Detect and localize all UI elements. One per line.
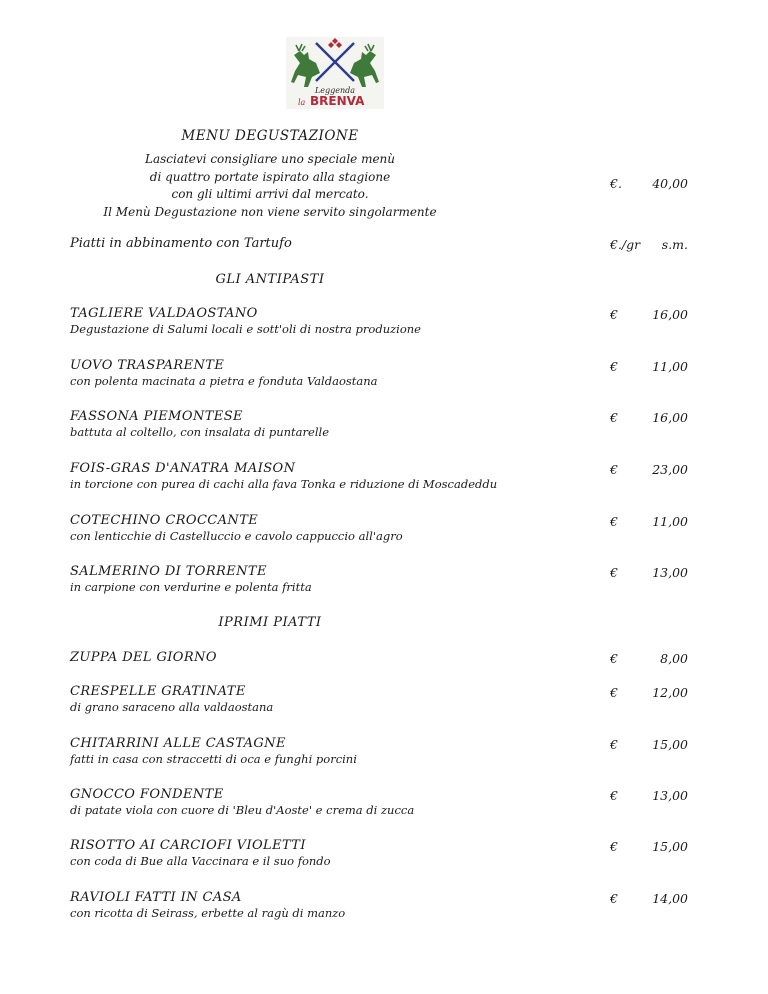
dish-price: 23,00 (652, 462, 688, 477)
dish-desc: in carpione con verdurine e polenta fritta (70, 580, 312, 594)
intro-line: Il Menù Degustazione non viene servito singolarmente (103, 204, 437, 219)
dish-desc: Degustazione di Salumi locali e sott'oli di nostra produzione (70, 322, 421, 336)
dish-currency: € (610, 839, 618, 854)
dish-currency: € (610, 565, 618, 580)
dish-price: 8,00 (660, 651, 688, 666)
dish-price: 11,00 (652, 359, 688, 374)
dish-name: FASSONA PIEMONTESE (70, 409, 243, 424)
intro-line: Lasciatevi consigliare uno speciale menù (144, 152, 396, 166)
tasting-intro (0, 151, 540, 221)
dish-desc: con polenta macinata a pietra e fonduta Valdaostana (70, 374, 378, 388)
dish-name: COTECHINO CROCCANTE (70, 513, 259, 528)
dish-desc: battuta al coltello, con insalata di puntarelle (70, 425, 329, 439)
menu-title: MENU DEGUSTAZIONE (181, 128, 359, 144)
dish-desc: fatti in casa con straccetti di oca e funghi porcini (70, 752, 357, 766)
dish-name: GNOCCO FONDENTE (70, 787, 224, 802)
dish-price: 12,00 (652, 685, 688, 700)
dish-desc: con lenticchie di Castelluccio e cavolo cappuccio all'agro (70, 529, 403, 543)
intro-line: di quattro portate ispirato alla stagione (149, 169, 391, 184)
truffle-label: Piatti in abbinamento con Tartufo (70, 236, 292, 251)
dish-desc: di grano saraceno alla valdaostana (70, 700, 274, 714)
dish-price: 15,00 (652, 737, 688, 752)
dish-price: 16,00 (652, 410, 688, 425)
dish-name: CRESPELLE GRATINATE (70, 684, 246, 699)
intro-line: con gli ultimi arrivi dal mercato. (171, 187, 369, 201)
dish-name: CHITARRINI ALLE CASTAGNE (70, 736, 286, 751)
dish-desc: in torcione con purea di cachi alla fava Tonka e riduzione di Moscadeddu (70, 477, 498, 491)
dish-name: RISOTTO AI CARCIOFI VIOLETTI (70, 838, 306, 853)
logo-small: la (298, 98, 306, 107)
dish-currency: € (610, 737, 618, 752)
logo-script: Leggenda (314, 86, 356, 95)
tasting-price: 40,00 (652, 176, 688, 191)
dish-name: ZUPPA DEL GIORNO (70, 650, 217, 665)
dish-name: SALMERINO DI TORRENTE (70, 564, 267, 579)
dish-currency: € (610, 514, 618, 529)
dish-currency: € (610, 462, 618, 477)
dish-price: 13,00 (652, 565, 688, 580)
dish-price: 13,00 (652, 788, 688, 803)
truffle-price: s.m. (661, 237, 688, 252)
dish-name: FOIS-GRAS D'ANATRA MAISON (70, 461, 296, 476)
dish-desc: di patate viola con cuore di 'Bleu d'Aoste' e crema di zucca (70, 803, 415, 817)
dish-price: 14,00 (652, 891, 688, 906)
dish-price: 16,00 (652, 307, 688, 322)
section-title-antipasti: GLI ANTIPASTI (215, 272, 325, 287)
section-title-primi: IPRIMI PIATTI (218, 615, 322, 630)
dish-name: TAGLIERE VALDAOSTANO (70, 306, 258, 321)
dish-price: 15,00 (652, 839, 688, 854)
dish-currency: € (610, 891, 618, 906)
dish-desc: con ricotta di Seirass, erbette al ragù di manzo (70, 906, 346, 920)
logo-name: BRENVA (310, 94, 365, 108)
dish-currency: € (610, 685, 618, 700)
dish-price: 11,00 (652, 514, 688, 529)
dish-currency: € (610, 788, 618, 803)
restaurant-logo (286, 37, 384, 109)
dish-currency: € (610, 410, 618, 425)
dish-name: RAVIOLI FATTI IN CASA (70, 890, 242, 905)
dish-name: UOVO TRASPARENTE (70, 358, 225, 373)
deer-emblem-icon (286, 37, 384, 109)
dish-currency: € (610, 359, 618, 374)
dish-currency: € (610, 651, 618, 666)
truffle-unit: €./gr (610, 237, 641, 252)
dish-desc: con coda di Bue alla Vaccinara e il suo fondo (70, 854, 331, 868)
tasting-currency: €. (610, 176, 622, 191)
dish-currency: € (610, 307, 618, 322)
